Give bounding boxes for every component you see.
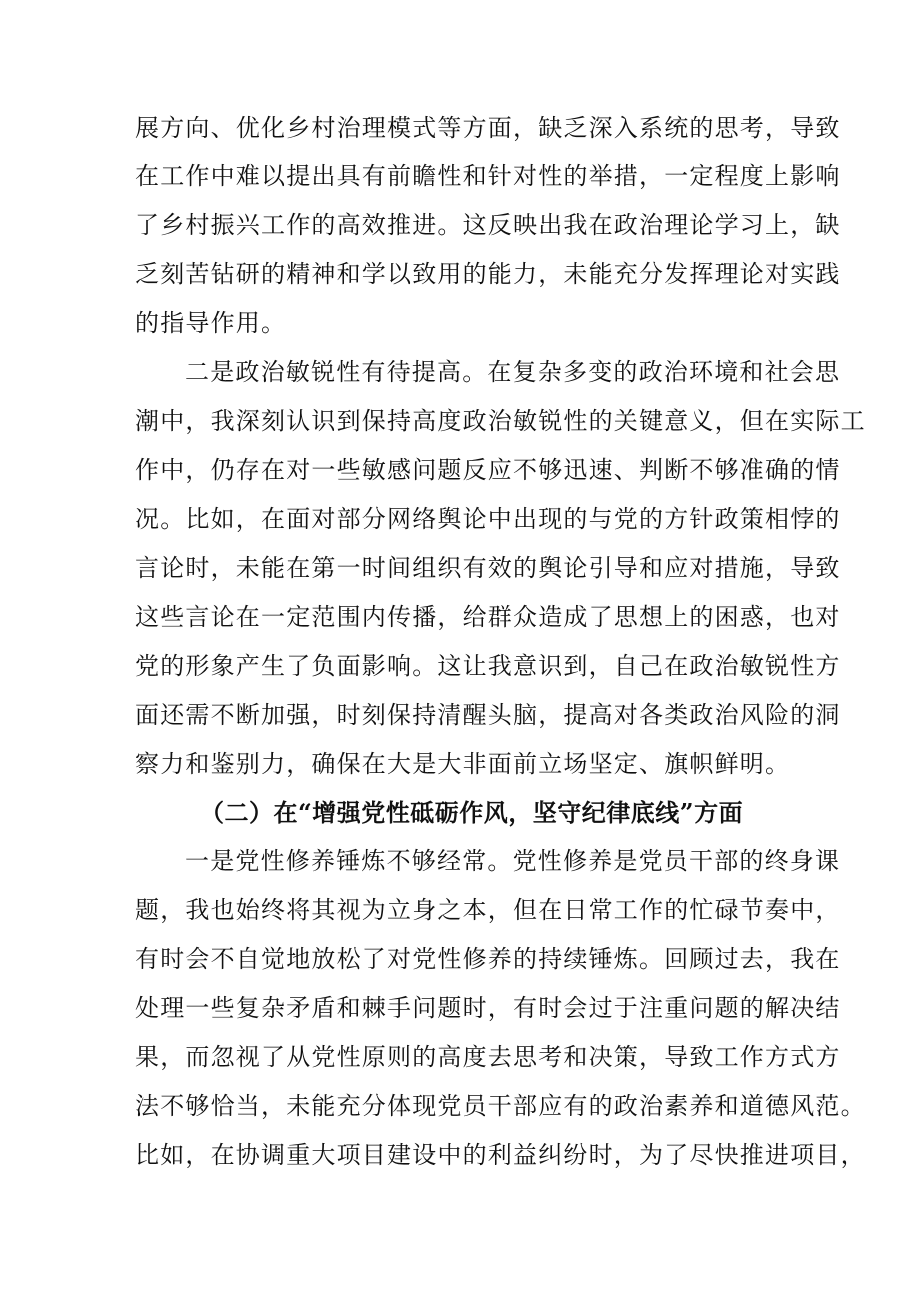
body-text-line: 面还需不断加强，时刻保持清醒头脑，提高对各类政治风险的洞: [135, 701, 841, 729]
body-text-line: 潮中，我深刻认识到保持高度政治敏锐性的关键意义，但在实际工: [135, 407, 866, 435]
body-text-line: 乏刻苦钻研的精神和学以致用的能力，未能充分发挥理论对实践: [135, 260, 841, 288]
body-text-line: 处理一些复杂矛盾和棘手问题时，有时会过于注重问题的解决结: [135, 994, 841, 1022]
body-text-line: 法不够恰当，未能充分体现党员干部应有的政治素养和道德风范。: [135, 1092, 866, 1120]
body-text-line: 况。比如，在面对部分网络舆论中出现的与党的方针政策相悖的: [135, 505, 841, 533]
body-text-line: 题，我也始终将其视为立身之本，但在日常工作的忙碌节奏中，: [135, 896, 841, 924]
body-text-line: 有时会不自觉地放松了对党性修养的持续锤炼。回顾过去，我在: [135, 945, 841, 973]
body-text-line: 作中，仍存在对一些敏感问题反应不够迅速、判断不够准确的情: [135, 456, 841, 484]
body-text-line: 察力和鉴别力，确保在大是大非面前立场坚定、旗帜鲜明。: [135, 750, 791, 778]
body-text-line: 党的形象产生了负面影响。这让我意识到，自己在政治敏锐性方: [135, 652, 841, 680]
body-text-line: 了乡村振兴工作的高效推进。这反映出我在政治理论学习上，缺: [135, 211, 841, 239]
section-heading: （二）在“增强党性砥砺作风，坚守纪律底线”方面: [200, 798, 744, 827]
body-text-line: 比如，在协调重大项目建设中的利益纠纷时，为了尽快推进项目，: [135, 1141, 866, 1169]
body-text-line: 果，而忽视了从党性原则的高度去思考和决策，导致工作方式方: [135, 1043, 841, 1071]
body-text-line: 展方向、优化乡村治理模式等方面，缺乏深入系统的思考，导致: [135, 114, 841, 142]
body-text-line: 的指导作用。: [135, 309, 287, 337]
paragraph-first-line: 一是党性修养锤炼不够经常。党性修养是党员干部的终身课: [185, 847, 841, 875]
paragraph-first-line: 二是政治敏锐性有待提高。在复杂多变的政治环境和社会思: [185, 358, 841, 386]
body-text-line: 这些言论在一定范围内传播，给群众造成了思想上的困惑，也对: [135, 603, 841, 631]
body-text-line: 言论时，未能在第一时间组织有效的舆论引导和应对措施，导致: [135, 554, 841, 582]
body-text-line: 在工作中难以提出具有前瞻性和针对性的举措，一定程度上影响: [135, 162, 841, 190]
